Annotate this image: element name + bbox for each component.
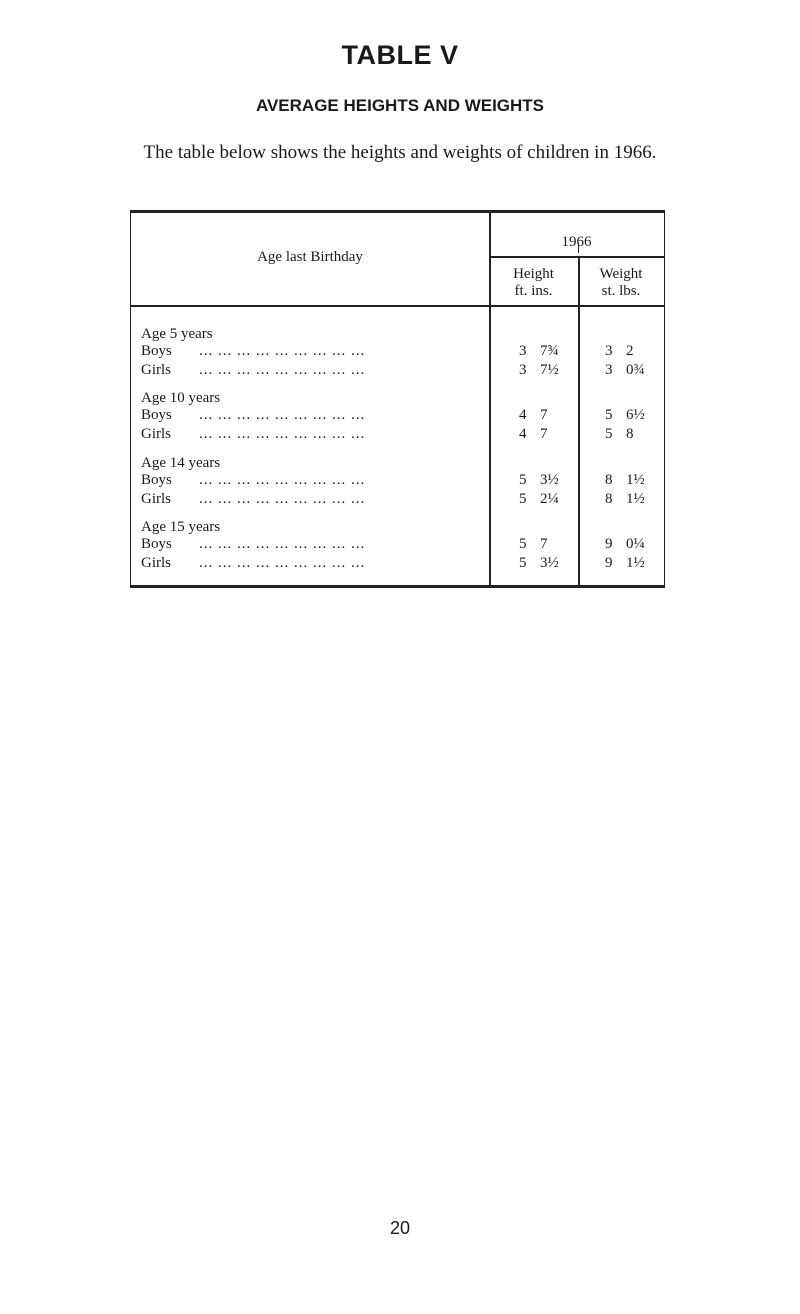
weight-lb: 0¼ (626, 536, 645, 552)
height-ft: 4 (519, 407, 527, 423)
weight-lb: 6½ (626, 407, 645, 423)
height-ft: 5 (519, 536, 527, 552)
weight-st: 3 (605, 362, 613, 378)
leader-dots: ... ... ... ... ... ... ... ... ... (199, 362, 366, 378)
row-sex: Boys (141, 536, 172, 552)
group-label-age-14: Age 14 years (141, 455, 221, 471)
height-in: 7½ (540, 362, 559, 378)
header-height-label: Height (513, 266, 554, 282)
row-sex: Boys (141, 472, 172, 488)
leader-dots: ... ... ... ... ... ... ... ... ... (199, 491, 366, 507)
leader-dots: ... ... ... ... ... ... ... ... ... (199, 536, 366, 552)
height-in: 7 (540, 536, 548, 552)
header-weight-label: Weight (599, 266, 643, 282)
weight-lb: 1½ (626, 491, 645, 507)
weight-st: 9 (605, 536, 613, 552)
weight-lb: 0¾ (626, 362, 645, 378)
group-label-age-5: Age 5 years (141, 326, 213, 342)
height-ft: 3 (519, 362, 527, 378)
row-sex: Girls (141, 491, 171, 507)
weight-lb: 8 (626, 426, 634, 442)
page-subtitle: AVERAGE HEIGHTS AND WEIGHTS (255, 96, 545, 115)
page-title: TABLE V (341, 40, 459, 70)
weight-lb: 1½ (626, 472, 645, 488)
weight-st: 5 (605, 407, 613, 423)
height-in: 2¼ (540, 491, 559, 507)
weight-st: 3 (605, 343, 613, 359)
height-in: 7 (540, 407, 548, 423)
row-sex: Boys (141, 407, 172, 423)
height-ft: 5 (519, 491, 527, 507)
header-year: 1966 (561, 234, 592, 250)
height-ft: 5 (519, 555, 527, 571)
header-age-last-birthday: Age last Birthday (257, 249, 363, 265)
leader-dots: ... ... ... ... ... ... ... ... ... (199, 407, 366, 423)
height-in: 3½ (540, 555, 559, 571)
group-label-age-15: Age 15 years (141, 519, 221, 535)
weight-st: 9 (605, 555, 613, 571)
header-weight (578, 266, 664, 300)
divider-year-row (489, 256, 664, 258)
weight-st: 8 (605, 491, 613, 507)
height-ft: 3 (519, 343, 527, 359)
height-in: 3½ (540, 472, 559, 488)
weight-st: 5 (605, 426, 613, 442)
row-sex: Boys (141, 343, 172, 359)
header-height-unit: ft. ins. (514, 283, 553, 299)
row-sex: Girls (141, 426, 171, 442)
height-in: 7 (540, 426, 548, 442)
heights-weights-table (130, 210, 665, 588)
row-sex: Girls (141, 555, 171, 571)
divider-header-row (131, 305, 664, 307)
leader-dots: ... ... ... ... ... ... ... ... ... (199, 343, 366, 359)
page-number: 20 (389, 1218, 411, 1238)
header-height (489, 266, 578, 300)
weight-lb: 1½ (626, 555, 645, 571)
row-sex: Girls (141, 362, 171, 378)
group-label-age-10: Age 10 years (141, 390, 221, 406)
height-ft: 4 (519, 426, 527, 442)
header-weight-unit: st. lbs. (601, 283, 641, 299)
intro-text: The table below shows the heights and weights of children in 1966. (143, 142, 657, 163)
leader-dots: ... ... ... ... ... ... ... ... ... (199, 472, 366, 488)
leader-dots: ... ... ... ... ... ... ... ... ... (199, 426, 366, 442)
height-ft: 5 (519, 472, 527, 488)
weight-lb: 2 (626, 343, 634, 359)
height-in: 7¾ (540, 343, 559, 359)
weight-st: 8 (605, 472, 613, 488)
leader-dots: ... ... ... ... ... ... ... ... ... (199, 555, 366, 571)
